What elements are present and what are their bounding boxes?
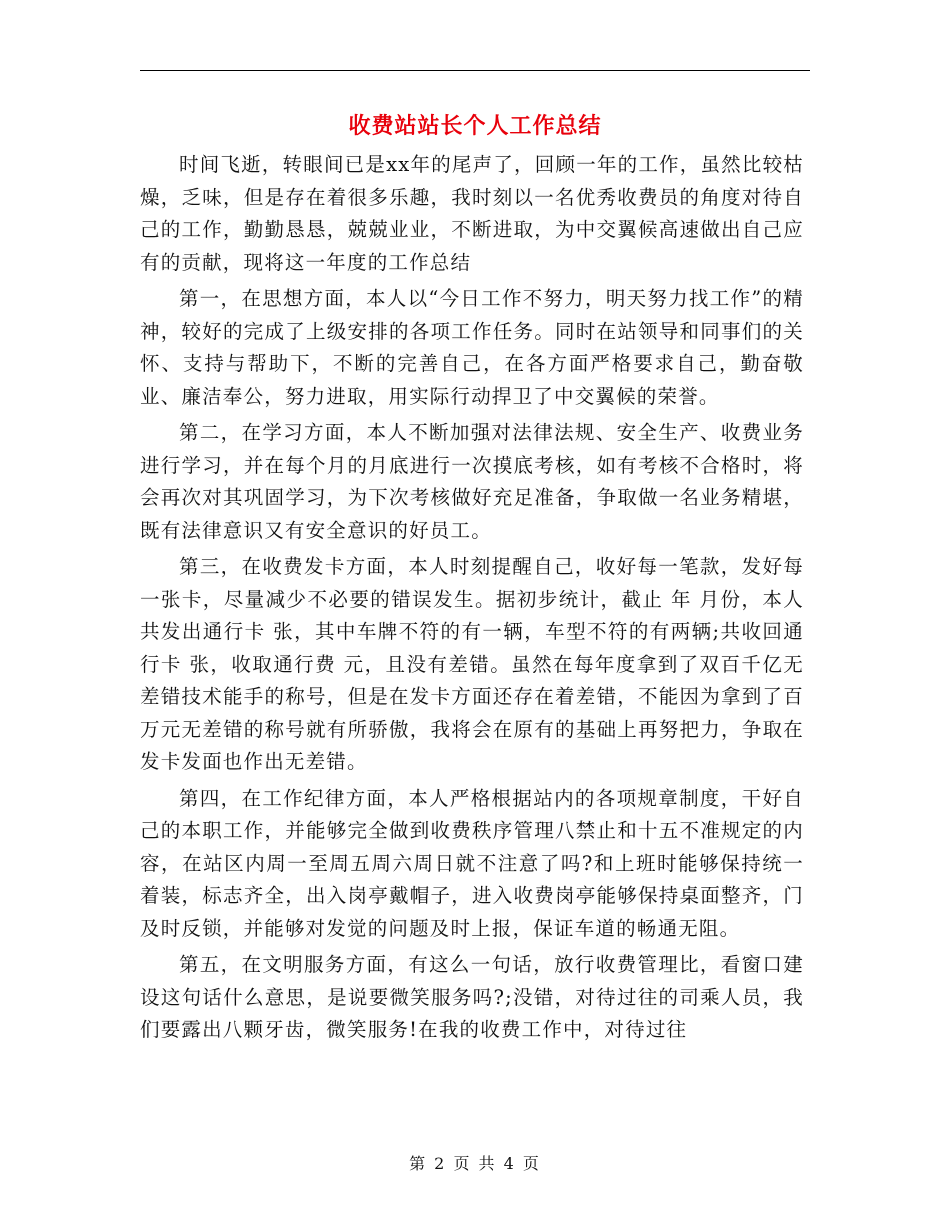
header-rule xyxy=(140,70,810,71)
body-paragraph: 第五，在文明服务方面，有这么一句话，放行收费管理比，看窗口建设这句话什么意思，是说要微笑服务吗?;没错，对待过往的司乘人员，我们要露出八颗牙齿，微笑服务!在我的收费工作中，对待过往 xyxy=(140,953,804,1041)
body-paragraph: 第四，在工作纪律方面，本人严格根据站内的各项规章制度，干好自己的本职工作，并能够完全做到收费秩序管理八禁止和十五不准规定的内容，在站区内周一至周五周六周日就不注意了吗?和上班时能够保持统一着装，标志齐全，出入岗亭戴帽子，进入收费岗亭能够保持桌面整齐，门及时反锁，并能够对发觉的问题及时上报，保证车道的畅通无阻。 xyxy=(140,786,804,940)
document-title: 收费站站长个人工作总结 xyxy=(348,113,602,139)
page-footer: 第 2 页 共 4 页 xyxy=(409,1154,541,1173)
body-paragraph: 第二，在学习方面，本人不断加强对法律法规、安全生产、收费业务进行学习，并在每个月的月底进行一次摸底考核，如有考核不合格时，将会再次对其巩固学习，为下次考核做好充足准备，争取做一名业务精堪，既有法律意识又有安全意识的好员工。 xyxy=(140,421,804,542)
body-paragraph: 第三，在收费发卡方面，本人时刻提醒自己，收好每一笔款，发好每一张卡，尽量减少不必要的错误发生。据初步统计，截止 年 月份，本人共发出通行卡 张，其中车牌不符的有一辆，车型不符的有两辆;共收回通行卡 张，收取通行费 元，且没有差错。虽然在每年度拿到了双百千亿无差错技术能手的称号，但是在发卡方面还存在着差错，不能因为拿到了百万元无差错的称号就有所骄傲，我将会在原有的基础上再努把力，争取在发卡发面也作出无差错。 xyxy=(140,555,804,773)
body-paragraph: 第一，在思想方面，本人以“今日工作不努力，明天努力找工作”的精神，较好的完成了上级安排的各项工作任务。同时在站领导和同事们的关怀、支持与帮助下，不断的完善自己，在各方面严格要求自己，勤奋敬业、廉洁奉公，努力进取，用实际行动捍卫了中交翼候的荣誉。 xyxy=(140,287,804,408)
body-paragraph: 时间飞逝，转眼间已是xx年的尾声了，回顾一年的工作，虽然比较枯燥，乏味，但是存在着很多乐趣，我时刻以一名优秀收费员的角度对待自己的工作，勤勤恳恳，兢兢业业，不断进取，为中交翼候高速做出自己应有的贡献，现将这一年度的工作总结 xyxy=(140,153,804,274)
document-body xyxy=(140,149,804,1051)
